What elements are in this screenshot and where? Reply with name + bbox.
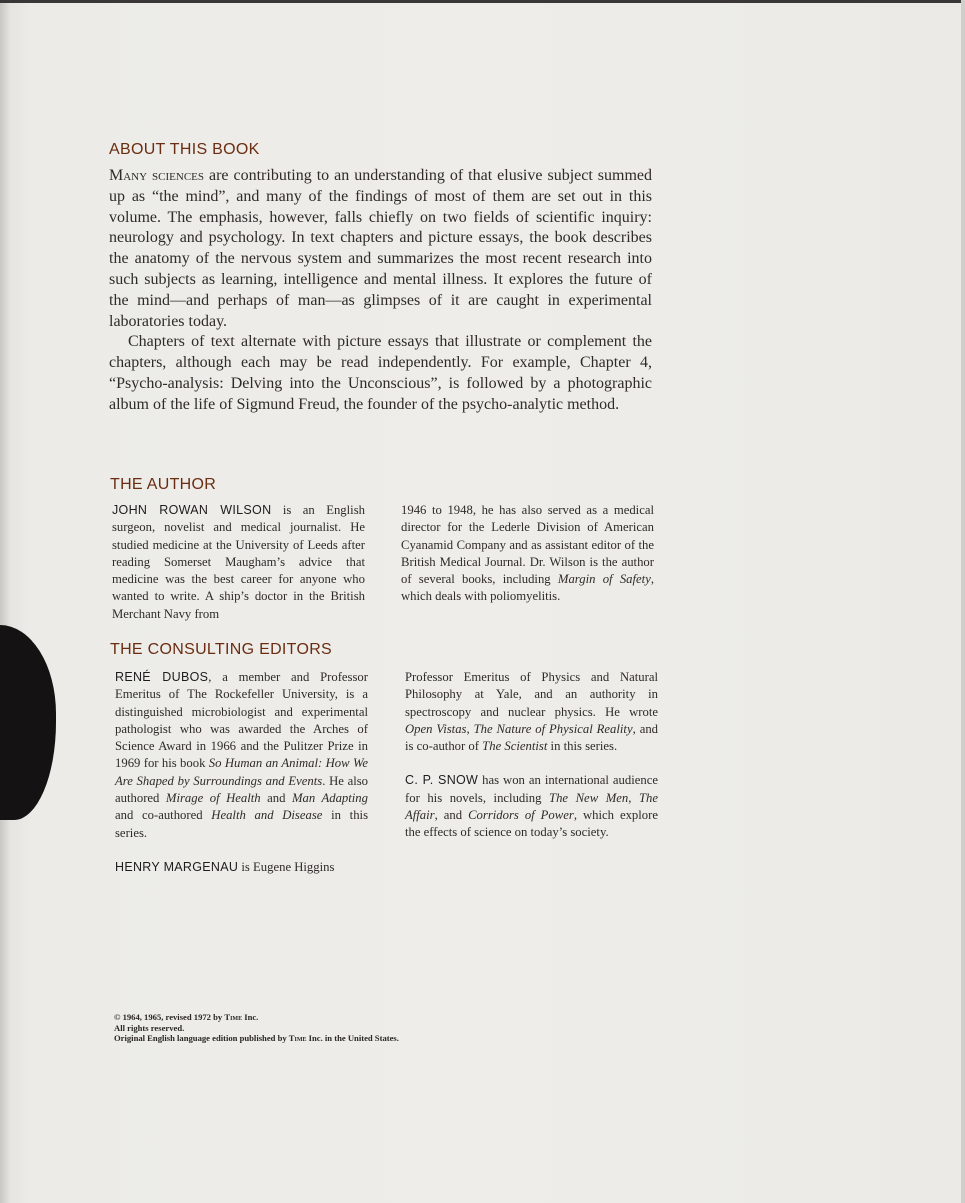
author-paragraph-cont bbox=[401, 502, 654, 606]
dubos-text-3: and bbox=[260, 791, 292, 806]
dubos-text-5: in this series. bbox=[115, 808, 369, 840]
snow-text-2: , bbox=[628, 790, 639, 805]
editors-heading: THE CONSULTING EDITORS bbox=[110, 641, 333, 658]
dubos-text-2: . He also authored bbox=[115, 773, 369, 806]
book-title: Corridors of Power bbox=[468, 808, 574, 823]
copyright-text: Inc. in the United States. bbox=[306, 1033, 399, 1044]
book-title: The Scientist bbox=[482, 739, 548, 754]
copyright-line-1 bbox=[114, 1012, 564, 1023]
publisher-name: Time bbox=[224, 1012, 243, 1022]
about-paragraph-1 bbox=[109, 166, 652, 332]
editor-name-snow: C. P. SNOW bbox=[405, 773, 479, 788]
margenau-text-3: , bbox=[466, 721, 474, 736]
author-bio-text: is an English surgeon, novelist and medical journalist. He studied medicine at the University of Leeds after reading Somerset Maugham’s advice that medicine was the best career for anyone who wanted to write. A ship’s doctor in the British Merchant Navy from bbox=[112, 503, 365, 621]
editor-name-dubos: RENÉ DUBOS bbox=[115, 670, 209, 684]
author-name: JOHN ROWAN WILSON bbox=[112, 503, 272, 517]
book-title: The Nature of Physical Reality bbox=[473, 721, 633, 736]
book-title: Mirage of Health bbox=[165, 791, 261, 806]
about-p1-body: are contributing to an understanding of that elusive subject summed up as “the mind”, and many of the findings of most of them are set out in this volume. The emphasis, however, falls chiefly on two fields of scientific inquiry: neurology and psychology. In text chapters and picture essays, the book describes the anatomy of the nervous system and summarizes the most recent research into such subjects as learning, intelligence and mental illness. It explores the future of the mind—and perhaps of man—as glimpses of it are caught in experimental laboratories today. bbox=[109, 167, 652, 330]
book-title: Margin of Safety bbox=[557, 572, 651, 587]
margenau-text-5: in this series. bbox=[547, 739, 618, 754]
book-title: Health and Disease bbox=[211, 808, 323, 823]
editors-right-column bbox=[405, 669, 658, 842]
copyright-line-3 bbox=[114, 1033, 564, 1044]
book-title: So Human an Animal: How We Are Shaped by Surroundings and Events bbox=[115, 756, 368, 788]
snow-text-1: has won an international audience for his novels, including bbox=[405, 773, 658, 805]
top-edge bbox=[0, 0, 965, 3]
dubos-paragraph bbox=[115, 669, 368, 842]
book-title: Man Adapting bbox=[291, 791, 368, 806]
margenau-text-2: Professor Emeritus of Physics and Natural Philosophy at Yale, and an authority in spectroscopy and nuclear physics. He wrote bbox=[405, 670, 658, 719]
margenau-text-4: , and is co-author of bbox=[405, 721, 659, 754]
margenau-paragraph-cont bbox=[405, 669, 658, 755]
thumb-shadow bbox=[0, 625, 56, 820]
binding-edge bbox=[0, 0, 10, 1203]
editors-left-column bbox=[115, 669, 368, 876]
copyright-line-2: All rights reserved. bbox=[114, 1022, 185, 1033]
about-heading: ABOUT THIS BOOK bbox=[109, 141, 260, 158]
copyright-text: Inc. bbox=[242, 1012, 259, 1022]
book-title: The New Men bbox=[549, 790, 629, 805]
copyright-text: Original English language edition published by bbox=[114, 1033, 289, 1044]
editor-name-margenau: HENRY MARGENAU bbox=[115, 859, 239, 874]
drop-lead: Many sciences bbox=[109, 167, 204, 184]
author-heading: THE AUTHOR bbox=[110, 476, 217, 493]
dubos-text-1: , a member and Professor Emeritus of The Rockefeller University, is a distinguished microbiologist and experimental pathologist who was awarded the Arches of Science Award in 1966 and the Pulitzer Prize in 1969 for his book bbox=[115, 670, 368, 771]
copyright-text: © 1964, 1965, revised 1972 by bbox=[114, 1012, 225, 1022]
margenau-paragraph bbox=[115, 859, 368, 876]
about-paragraph-2: Chapters of text alternate with picture essays that illustrate or complement the chapters, although each may be read independently. For example, Chapter 4, “Psycho-analysis: Delving into the Unconscious”, is followed by a photographic album of the life of Sigmund Freud, the founder of the psycho-analytic method. bbox=[109, 333, 652, 413]
about-text bbox=[109, 166, 652, 416]
snow-paragraph bbox=[405, 772, 658, 841]
author-bio-right bbox=[401, 502, 654, 606]
copyright-notice bbox=[114, 1012, 564, 1044]
right-edge bbox=[961, 0, 965, 1203]
book-title: The Affair bbox=[405, 790, 658, 823]
publisher-name: Time bbox=[288, 1033, 307, 1044]
snow-text-4: , which explore the effects of science on today’s society. bbox=[405, 808, 658, 840]
snow-text-3: , and bbox=[434, 808, 469, 823]
dubos-text-4: and co-authored bbox=[115, 808, 212, 823]
author-bio-text-3: , which deals with poliomyelitis. bbox=[401, 572, 654, 604]
margenau-text-1: is Eugene Higgins bbox=[238, 859, 335, 874]
author-bio-left bbox=[112, 502, 365, 623]
author-bio-text-2: 1946 to 1948, he has also served as a medical director for the Lederle Division of American Cyanamid Company and as assistant editor of the British Medical Journal. Dr. Wilson is the author of several books, including bbox=[401, 503, 654, 587]
book-title: Open Vistas bbox=[405, 721, 467, 736]
author-paragraph bbox=[112, 502, 365, 623]
